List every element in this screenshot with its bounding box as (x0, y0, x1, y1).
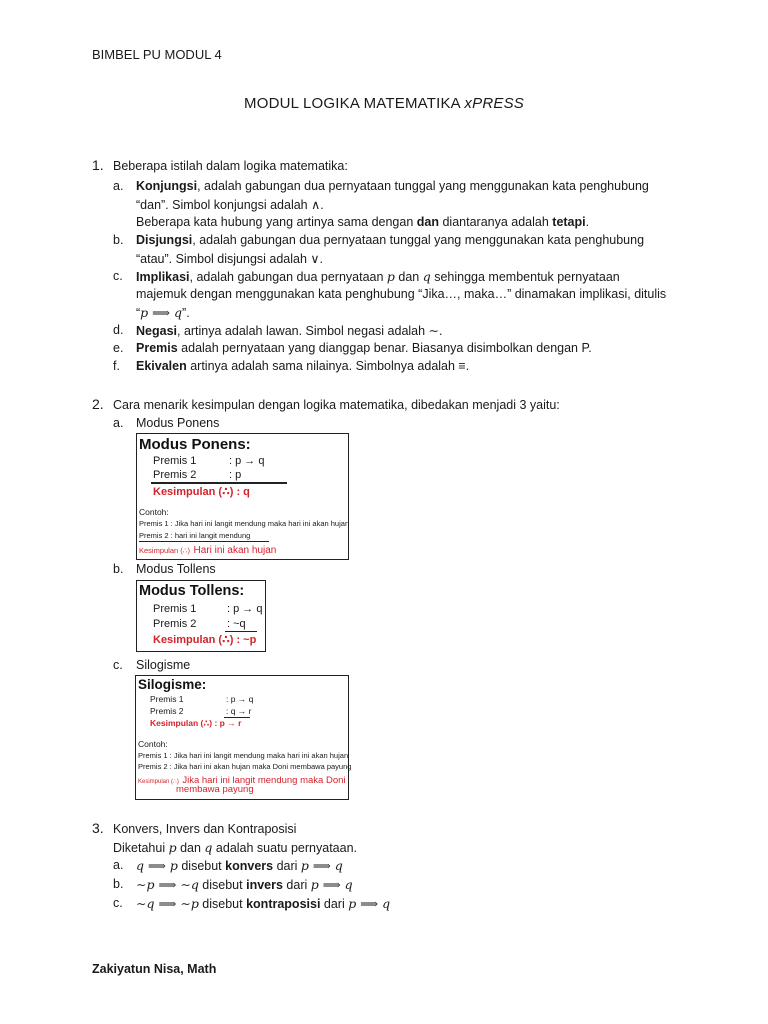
item-2b-label: Modus Tollens (136, 562, 216, 576)
item-2b-letter: b. (113, 562, 124, 576)
modus-tollens-figure (136, 580, 266, 652)
item-1d-line1 (136, 323, 443, 338)
silogisme-premis2: Premis 2 (150, 706, 184, 716)
math-kontraposisi: ∼q ⟹ ∼p (136, 896, 199, 911)
term-dan: dan (416, 215, 439, 229)
section-3-number: 3. (92, 820, 104, 836)
t: dan (176, 841, 205, 855)
title-main: MODUL LOGIKA MATEMATIKA (244, 95, 465, 112)
item-1a-line3 (136, 215, 589, 229)
section-2-intro: Cara menarik kesimpulan dengan logika matematika, dibedakan menjadi 3 yaitu: (113, 398, 560, 412)
ponens-contoh: Contoh: (139, 507, 169, 517)
tollens-premis2: Premis 2 (153, 618, 197, 630)
math-implication: p ⟹ q (310, 877, 353, 892)
item-1a-line2: “dan”. Simbol konjungsi adalah ∧. (136, 198, 324, 212)
tollens-premis1-value: : p → q (227, 603, 263, 615)
item-1e-letter: e. (113, 341, 124, 355)
ponens-premis1-value: : p → q (229, 455, 265, 467)
silogisme-ex-premis1: Premis 1 : Jika hari ini langit mendung maka hari ini akan hujan (138, 751, 349, 760)
section-3-line2 (113, 840, 357, 855)
page-header: BIMBEL PU MODUL 4 (92, 47, 222, 62)
item-3b-letter: b. (113, 877, 124, 891)
title-italic: xPRESS (464, 95, 524, 112)
t: artinya adalah sama nilainya. Simbolnya adalah ≡. (186, 359, 470, 373)
silogisme-ex-conclusion-label: Kesimpulan (∴) (138, 779, 179, 785)
silogisme-premis2-value: : q → r (226, 706, 252, 716)
math-implication: p ⟹ q (300, 858, 343, 873)
ponens-ex-conclusion (139, 542, 276, 556)
section-1-number: 1. (92, 157, 104, 173)
item-2a-letter: a. (113, 416, 124, 430)
ponens-ex-premis2: Premis 2 : hari ini langit mendung (139, 531, 251, 540)
term-ekivalen: Ekivalen (136, 359, 187, 373)
tollens-divider (225, 631, 257, 632)
item-1c-line2: majemuk dengan menggunakan kata penghubung “Jika…, maka…” dinamakan implikasi, ditulis (136, 287, 667, 301)
math-implication: p ⟹ q (140, 305, 183, 320)
section-1-intro: Beberapa istilah dalam logika matematika: (113, 159, 348, 173)
math-invers: ∼p ⟹ ∼q (136, 877, 199, 892)
math-p: p (386, 269, 395, 284)
math-p: p (168, 840, 177, 855)
tollens-premis2-value: : ~q (227, 618, 246, 630)
math-q: q (204, 840, 213, 855)
ponens-heading: Modus Ponens: (139, 436, 251, 453)
modus-ponens-figure (136, 433, 349, 560)
t: , adalah gabungan dua pernyataan tunggal yang menggunakan kata penghubung (192, 233, 645, 247)
silogisme-ex-conclusion-line2: membawa payung (176, 784, 254, 795)
item-1b-line2: “atau”. Simbol disjungsi adalah ∨. (136, 252, 324, 266)
section-3-intro: Konvers, Invers dan Kontraposisi (113, 822, 297, 836)
t: dari (273, 859, 301, 873)
item-3b-line (136, 877, 353, 892)
section-2-number: 2. (92, 396, 104, 412)
item-3a-line (136, 858, 343, 873)
t: disebut (198, 878, 247, 892)
term-konvers: konvers (225, 859, 274, 873)
item-1b-line1 (136, 233, 644, 247)
term-implikasi: Implikasi (136, 270, 190, 284)
item-1c-line3 (136, 305, 190, 320)
t: dari (320, 897, 349, 911)
term-disjungsi: Disjungsi (136, 233, 193, 247)
ponens-premis2-value: : p (229, 469, 242, 481)
item-1c-line1 (136, 269, 620, 284)
term-kontraposisi: kontraposisi (246, 897, 321, 911)
silogisme-heading: Silogisme: (138, 677, 207, 692)
item-1a-text: , adalah gabungan dua pernyataan tunggal yang menggunakan kata penghubung (197, 179, 649, 193)
item-1a-line1 (136, 179, 649, 193)
silogisme-premis1: Premis 1 (150, 694, 184, 704)
t: ”. (182, 306, 190, 320)
item-1f-line1 (136, 359, 469, 373)
t: dan (394, 270, 423, 284)
math-konvers: q ⟹ p (136, 858, 178, 873)
item-1f-letter: f. (113, 359, 120, 373)
silogisme-contoh: Contoh: (138, 739, 168, 749)
t: Beberapa kata hubung yang artinya sama dengan (136, 215, 417, 229)
t: disebut (198, 897, 247, 911)
term-konjungsi: Konjungsi (136, 179, 198, 193)
silogisme-conclusion: Kesimpulan (∴) : p → r (150, 718, 242, 728)
t: sehingga membentuk pernyataan (430, 270, 620, 284)
item-3c-letter: c. (113, 896, 123, 910)
ponens-conclusion: Kesimpulan (∴) : q (153, 486, 250, 498)
item-1c-letter: c. (113, 269, 123, 283)
item-3a-letter: a. (113, 858, 124, 872)
math-q: q (422, 269, 431, 284)
term-tetapi: tetapi (552, 215, 586, 229)
t: disebut (177, 859, 226, 873)
tollens-premis1: Premis 1 (153, 603, 197, 615)
t: diantaranya adalah (439, 215, 553, 229)
term-invers: invers (246, 878, 283, 892)
item-2c-label: Silogisme (136, 658, 191, 672)
page-title (0, 95, 768, 112)
t: , artinya adalah lawan. Simbol negasi adalah ∼. (177, 324, 443, 338)
ponens-premis1: Premis 1 (153, 455, 197, 467)
term-negasi: Negasi (136, 324, 177, 338)
item-1e-line1 (136, 341, 592, 355)
t: adalah suatu pernyataan. (212, 841, 357, 855)
t: “ (136, 306, 141, 320)
t: dari (282, 878, 311, 892)
t: Diketahui (113, 841, 169, 855)
item-1d-letter: d. (113, 323, 124, 337)
t: , adalah gabungan dua pernyataan (189, 270, 387, 284)
ponens-premis2: Premis 2 (153, 469, 197, 481)
t: . (585, 215, 590, 229)
math-implication: p ⟹ q (348, 896, 391, 911)
ponens-ex-premis1: Premis 1 : Jika hari ini langit mendung maka hari ini akan hujan (139, 519, 350, 528)
term-premis: Premis (136, 341, 178, 355)
silogisme-premis1-value: : p → q (226, 694, 254, 704)
item-2a-label: Modus Ponens (136, 416, 220, 430)
item-1a-letter: a. (113, 179, 124, 193)
tollens-conclusion: Kesimpulan (∴) : ~p (153, 634, 257, 646)
t: adalah pernyataan yang dianggap benar. Biasanya disimbolkan dengan P. (177, 341, 592, 355)
page-footer: Zakiyatun Nisa, Math (92, 962, 217, 976)
ponens-ex-conclusion-label: Kesimpulan (∴) (139, 546, 191, 555)
silogisme-ex-conclusion-text: Jika hari ini langit mendung maka Doni (182, 775, 346, 786)
item-3c-line (136, 896, 390, 911)
ponens-divider (151, 482, 287, 484)
item-2c-letter: c. (113, 658, 123, 672)
silogisme-ex-premis2: Premis 2 : Jika hari ini akan hujan maka Doni membawa payung (138, 762, 352, 771)
item-1b-letter: b. (113, 233, 124, 247)
ponens-ex-conclusion-text: Hari ini akan hujan (193, 545, 277, 556)
tollens-heading: Modus Tollens: (139, 583, 245, 599)
silogisme-figure (135, 675, 352, 800)
